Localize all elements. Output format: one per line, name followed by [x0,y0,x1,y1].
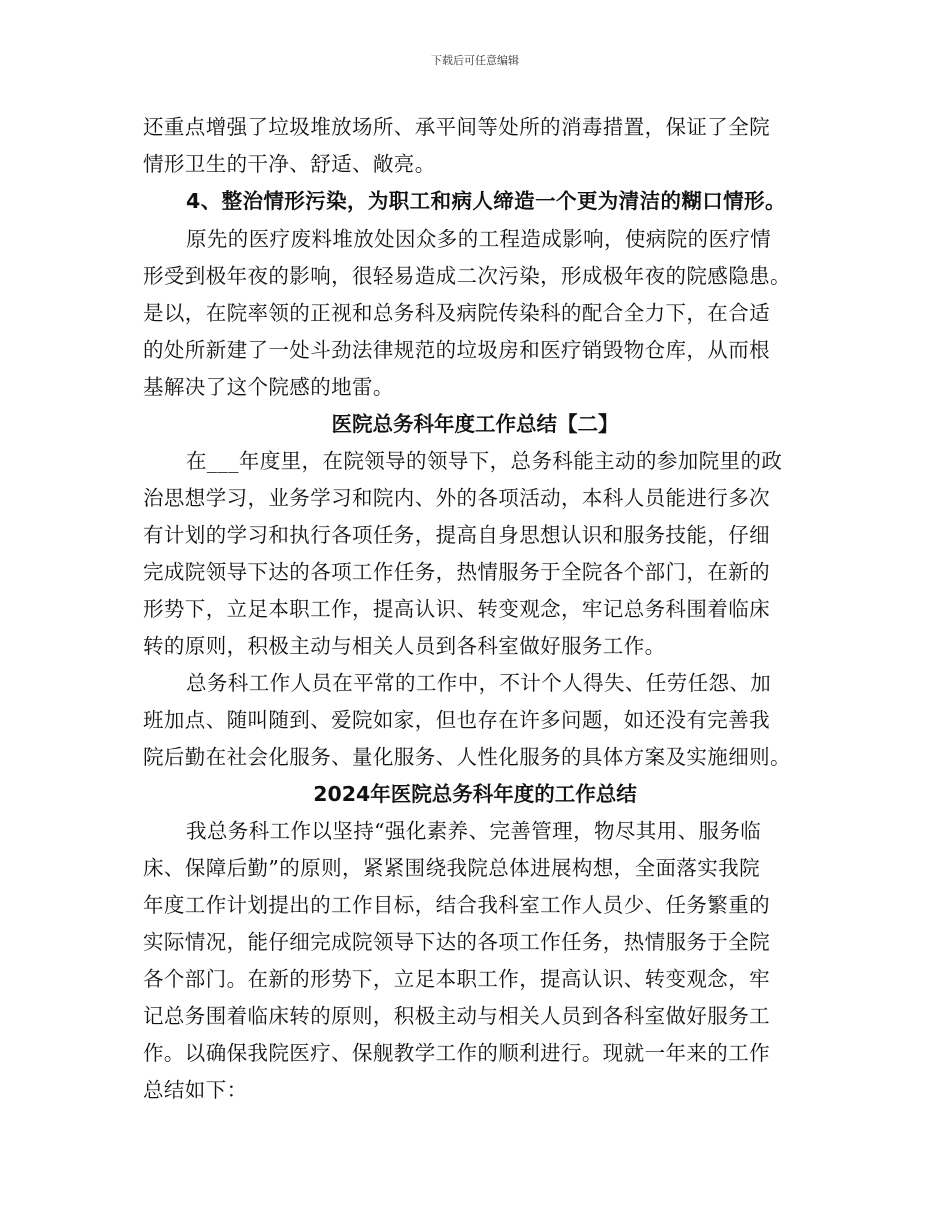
text-line: 记总务围着临床转的原则，积极主动与相关人员到各科室做好服务工 [143,1004,770,1028]
text-line: 实际情况，能仔细完成院领导下达的各项工作任务，热情服务于全院 [143,930,770,954]
text-line: 总结如下： [143,1078,248,1102]
section-subheading: 4、整治情形污染，为职工和病人缔造一个更为清洁的糊口情形。 [186,189,786,213]
text-line: 各个部门。在新的形势下，立足本职工作，提高认识、转变观念，牢 [143,967,770,991]
text-line: 转的原则，积极主动与相关人员到各科室做好服务工作。 [143,634,666,658]
text-line: 作。以确保我院医疗、保舰教学工作的顺利进行。现就一年来的工作 [143,1041,770,1065]
section-heading: 2024年医院总务科年度的工作总结 [313,782,637,806]
text-line: 的处所新建了一处斗劲法律规范的垃圾房和医疗销毁物仓库，从而根 [143,338,770,362]
text-line: 情形卫生的干净、舒适、敞亮。 [143,152,436,176]
text-line: 总务科工作人员在平常的工作中，不计个人得失、任劳任怨、加 [186,671,772,695]
text-line: 原先的医疗废料堆放处因众多的工程造成影响，使病院的医疗情 [186,227,772,251]
text-line: 床、保障后勤”的原则，紧紧围绕我院总体进展构想，全面落实我院 [143,856,760,880]
page-header: 下载后可任意编辑 [431,54,519,67]
text-line: 基解决了这个院感的地雷。 [143,375,394,399]
text-line: 还重点增强了垃圾堆放场所、承平间等处所的消毒措置，保证了全院 [143,115,770,139]
text-line: 形受到极年夜的影响，很轻易造成二次污染，形成极年夜的院感隐患。 [143,264,791,288]
text-line: 在___年度里，在院领导的领导下，总务科能主动的参加院里的政 [186,449,783,473]
text-line: 是以，在院率领的正视和总务科及病院传染科的配合全力下，在合适 [143,301,770,325]
section-heading: 医院总务科年度工作总结【二】 [331,412,619,436]
text-line: 班加点、随叫随到、爱院如家，但也存在许多问题，如还没有完善我 [143,708,770,732]
text-line: 院后勤在社会化服务、量化服务、人性化服务的具体方案及实施细则。 [143,745,791,769]
text-line: 形势下，立足本职工作，提高认识、转变观念，牢记总务科围着临床 [143,597,770,621]
text-line: 年度工作计划提出的工作目标，结合我科室工作人员少、任务繁重的 [143,893,770,917]
text-line: 完成院领导下达的各项工作任务，热情服务于全院各个部门，在新的 [143,560,770,584]
text-line: 治思想学习，业务学习和院内、外的各项活动，本科人员能进行多次 [143,486,770,510]
text-line: 有计划的学习和执行各项任务，提高自身思想认识和服务技能，仔细 [143,523,770,547]
text-line: 我总务科工作以坚持“强化素养、完善管理，物尽其用、服务临 [186,819,762,843]
